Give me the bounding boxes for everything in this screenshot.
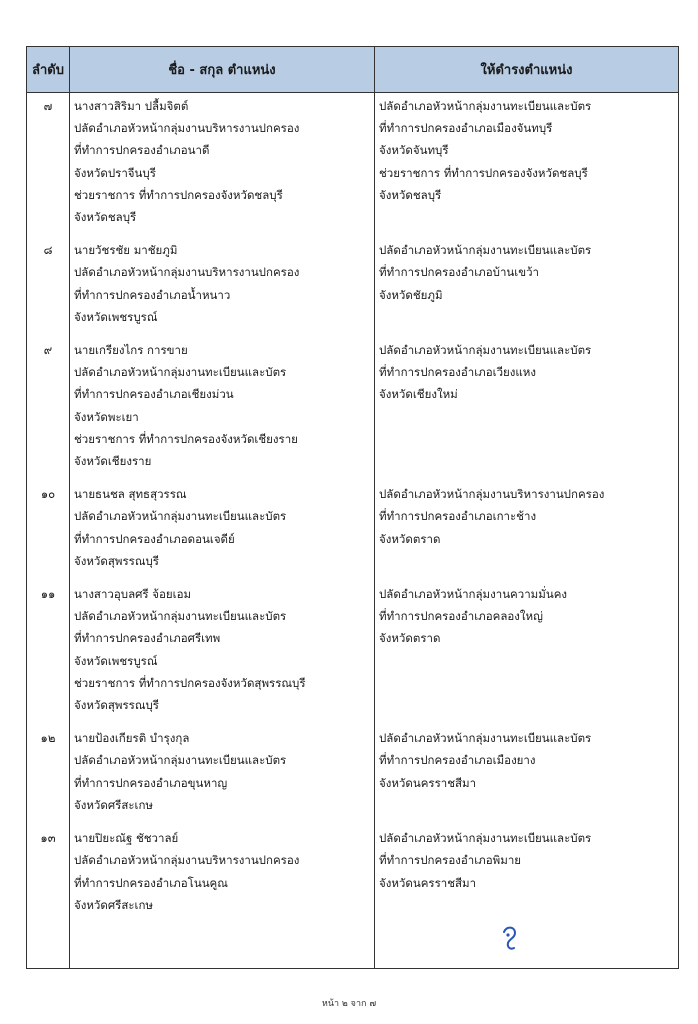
- name-position-cell-line: นายเกรียงไกร การขาย: [74, 343, 188, 358]
- name-position-cell-line: จังหวัดสุพรรณบุรี: [74, 553, 159, 568]
- new-position-cell-line: จังหวัดตราด: [379, 531, 441, 546]
- name-position-cell: [70, 337, 375, 481]
- row-number: ๘: [27, 237, 70, 337]
- name-position-cell-line: จังหวัดศรีสะเกษ: [74, 897, 154, 912]
- name-position-cell-line: จังหวัดเพชรบูรณ์: [74, 309, 158, 324]
- blank-cell: [27, 920, 70, 969]
- name-position-cell: [70, 93, 375, 238]
- new-position-cell-line: จังหวัดนครราชสีมา: [379, 775, 477, 790]
- header-new-position: ให้ดำรงตำแหน่ง: [375, 47, 679, 93]
- name-position-cell-line: ที่ทำการปกครองอำเภอโนนคูณ: [74, 875, 228, 890]
- name-position-cell-line: จังหวัดศรีสะเกษ: [74, 797, 154, 812]
- table-row: [27, 581, 679, 725]
- name-position-cell-line: ช่วยราชการ ที่ทำการปกครองจังหวัดชลบุรี: [74, 187, 283, 202]
- new-position-cell-line: ที่ทำการปกครองอำเภอเมืองยาง: [379, 753, 536, 768]
- table-row: [27, 725, 679, 825]
- new-position-cell-line: ปลัดอำเภอหัวหน้ากลุ่มงานทะเบียนและบัตร: [379, 243, 592, 258]
- new-position-cell-line: ที่ทำการปกครองอำเภอเมืองจันทบุรี: [379, 121, 553, 136]
- new-position-cell-line: จังหวัดจันทบุรี: [379, 143, 449, 158]
- new-position-cell: [375, 481, 679, 581]
- name-position-cell-line: นางสาวอุบลศรี จ้อยเอม: [74, 587, 192, 602]
- name-position-cell-line: จังหวัดพะเยา: [74, 409, 139, 424]
- new-position-cell-line: ปลัดอำเภอหัวหน้ากลุ่มงานทะเบียนและบัตร: [379, 831, 592, 846]
- name-position-cell-line: ที่ทำการปกครองอำเภอน้ำหนาว: [74, 287, 231, 302]
- name-position-cell: [70, 481, 375, 581]
- new-position-cell: [375, 337, 679, 481]
- blank-row: [27, 920, 679, 969]
- new-position-cell: [375, 581, 679, 725]
- name-position-cell: [70, 725, 375, 825]
- table-row: [27, 337, 679, 481]
- name-position-cell-line: ปลัดอำเภอหัวหน้ากลุ่มงานทะเบียนและบัตร: [74, 509, 287, 524]
- new-position-cell-line: ปลัดอำเภอหัวหน้ากลุ่มงานบริหารงานปกครอง: [379, 487, 605, 502]
- new-position-cell: [375, 725, 679, 825]
- name-position-cell-line: จังหวัดเชียงราย: [74, 454, 152, 469]
- row-number: ๑๒: [27, 725, 70, 825]
- table-row: [27, 237, 679, 337]
- new-position-cell-line: จังหวัดตราด: [379, 631, 441, 646]
- name-position-cell-line: ปลัดอำเภอหัวหน้ากลุ่มงานบริหารงานปกครอง: [74, 853, 300, 868]
- name-position-cell-line: จังหวัดเพชรบูรณ์: [74, 653, 158, 668]
- new-position-cell: [375, 237, 679, 337]
- new-position-cell-line: ที่ทำการปกครองอำเภอบ้านเขว้า: [379, 265, 539, 280]
- name-position-cell-line: จังหวัดชลบุรี: [74, 210, 137, 225]
- new-position-cell-line: ที่ทำการปกครองอำเภอเกาะช้าง: [379, 509, 537, 524]
- new-position-cell-line: ปลัดอำเภอหัวหน้ากลุ่มงานทะเบียนและบัตร: [379, 343, 592, 358]
- name-position-cell-line: นายธนชล สุทธสุวรรณ: [74, 487, 187, 502]
- name-position-cell: [70, 825, 375, 920]
- name-position-cell-line: ที่ทำการปกครองอำเภอขุนหาญ: [74, 775, 228, 790]
- row-number: ๑๑: [27, 581, 70, 725]
- new-position-cell-line: ปลัดอำเภอหัวหน้ากลุ่มงานความมั่นคง: [379, 587, 567, 602]
- name-position-cell-line: ที่ทำการปกครองอำเภอศรีเทพ: [74, 631, 221, 646]
- name-position-cell-line: ปลัดอำเภอหัวหน้ากลุ่มงานทะเบียนและบัตร: [74, 365, 287, 380]
- table-row: [27, 481, 679, 581]
- name-position-cell-line: ช่วยราชการ ที่ทำการปกครองจังหวัดสุพรรณบุรี: [74, 675, 306, 690]
- blank-cell: [70, 920, 375, 969]
- new-position-cell-line: ที่ทำการปกครองอำเภอพิมาย: [379, 853, 522, 868]
- name-position-cell-line: จังหวัดสุพรรณบุรี: [74, 698, 159, 713]
- new-position-cell: [375, 825, 679, 920]
- new-position-cell-line: จังหวัดเชียงใหม่: [379, 387, 458, 402]
- blank-cell: [375, 920, 679, 969]
- table-body: [27, 93, 679, 969]
- name-position-cell-line: ที่ทำการปกครองอำเภอนาดี: [74, 143, 210, 158]
- name-position-cell-line: ช่วยราชการ ที่ทำการปกครองจังหวัดเชียงราย: [74, 431, 298, 446]
- new-position-cell-line: ที่ทำการปกครองอำเภอคลองใหญ่: [379, 609, 543, 624]
- row-number: ๙: [27, 337, 70, 481]
- new-position-cell: [375, 93, 679, 238]
- table-header-row: [27, 47, 679, 93]
- name-position-cell-line: นายวัชรชัย มาชัยภูมิ: [74, 243, 178, 258]
- name-position-cell-line: ปลัดอำเภอหัวหน้ากลุ่มงานบริหารงานปกครอง: [74, 121, 300, 136]
- name-position-cell-line: ที่ทำการปกครองอำเภอดอนเจดีย์: [74, 531, 235, 546]
- page-number: หน้า ๒ จาก ๗: [321, 999, 377, 1009]
- handwritten-initial-mark: [500, 924, 520, 954]
- new-position-cell-line: จังหวัดชลบุรี: [379, 187, 442, 202]
- row-number: ๑๐: [27, 481, 70, 581]
- name-position-cell-line: ปลัดอำเภอหัวหน้ากลุ่มงานทะเบียนและบัตร: [74, 609, 287, 624]
- name-position-cell-line: นายปิยะณัฐ ชัชวาลย์: [74, 831, 179, 846]
- name-position-cell-line: ปลัดอำเภอหัวหน้ากลุ่มงานทะเบียนและบัตร: [74, 753, 287, 768]
- header-order: ลำดับ: [27, 47, 70, 93]
- row-number: ๗: [27, 93, 70, 238]
- new-position-cell-line: ปลัดอำเภอหัวหน้ากลุ่มงานทะเบียนและบัตร: [379, 731, 592, 746]
- name-position-cell-line: นายป้องเกียรติ บำรุงกุล: [74, 731, 190, 746]
- appointment-table: [26, 46, 679, 969]
- name-position-cell-line: ที่ทำการปกครองอำเภอเชียงม่วน: [74, 387, 234, 402]
- new-position-cell-line: ปลัดอำเภอหัวหน้ากลุ่มงานทะเบียนและบัตร: [379, 99, 592, 113]
- header-name-position: ชื่อ - สกุล ตำแหน่ง: [70, 47, 375, 93]
- new-position-cell-line: ช่วยราชการ ที่ทำการปกครองจังหวัดชลบุรี: [379, 165, 588, 180]
- name-position-cell: [70, 237, 375, 337]
- new-position-cell-line: จังหวัดชัยภูมิ: [379, 287, 443, 302]
- table-row: [27, 825, 679, 920]
- new-position-cell-line: ที่ทำการปกครองอำเภอเวียงแหง: [379, 365, 537, 380]
- name-position-cell-line: นางสาวสิริมา ปลื้มจิตต์: [74, 99, 189, 113]
- new-position-cell-line: จังหวัดนครราชสีมา: [379, 875, 477, 890]
- name-position-cell-line: จังหวัดปราจีนบุรี: [74, 165, 156, 180]
- name-position-cell: [70, 581, 375, 725]
- row-number: ๑๓: [27, 825, 70, 920]
- name-position-cell-line: ปลัดอำเภอหัวหน้ากลุ่มงานบริหารงานปกครอง: [74, 265, 300, 280]
- table-row: [27, 93, 679, 238]
